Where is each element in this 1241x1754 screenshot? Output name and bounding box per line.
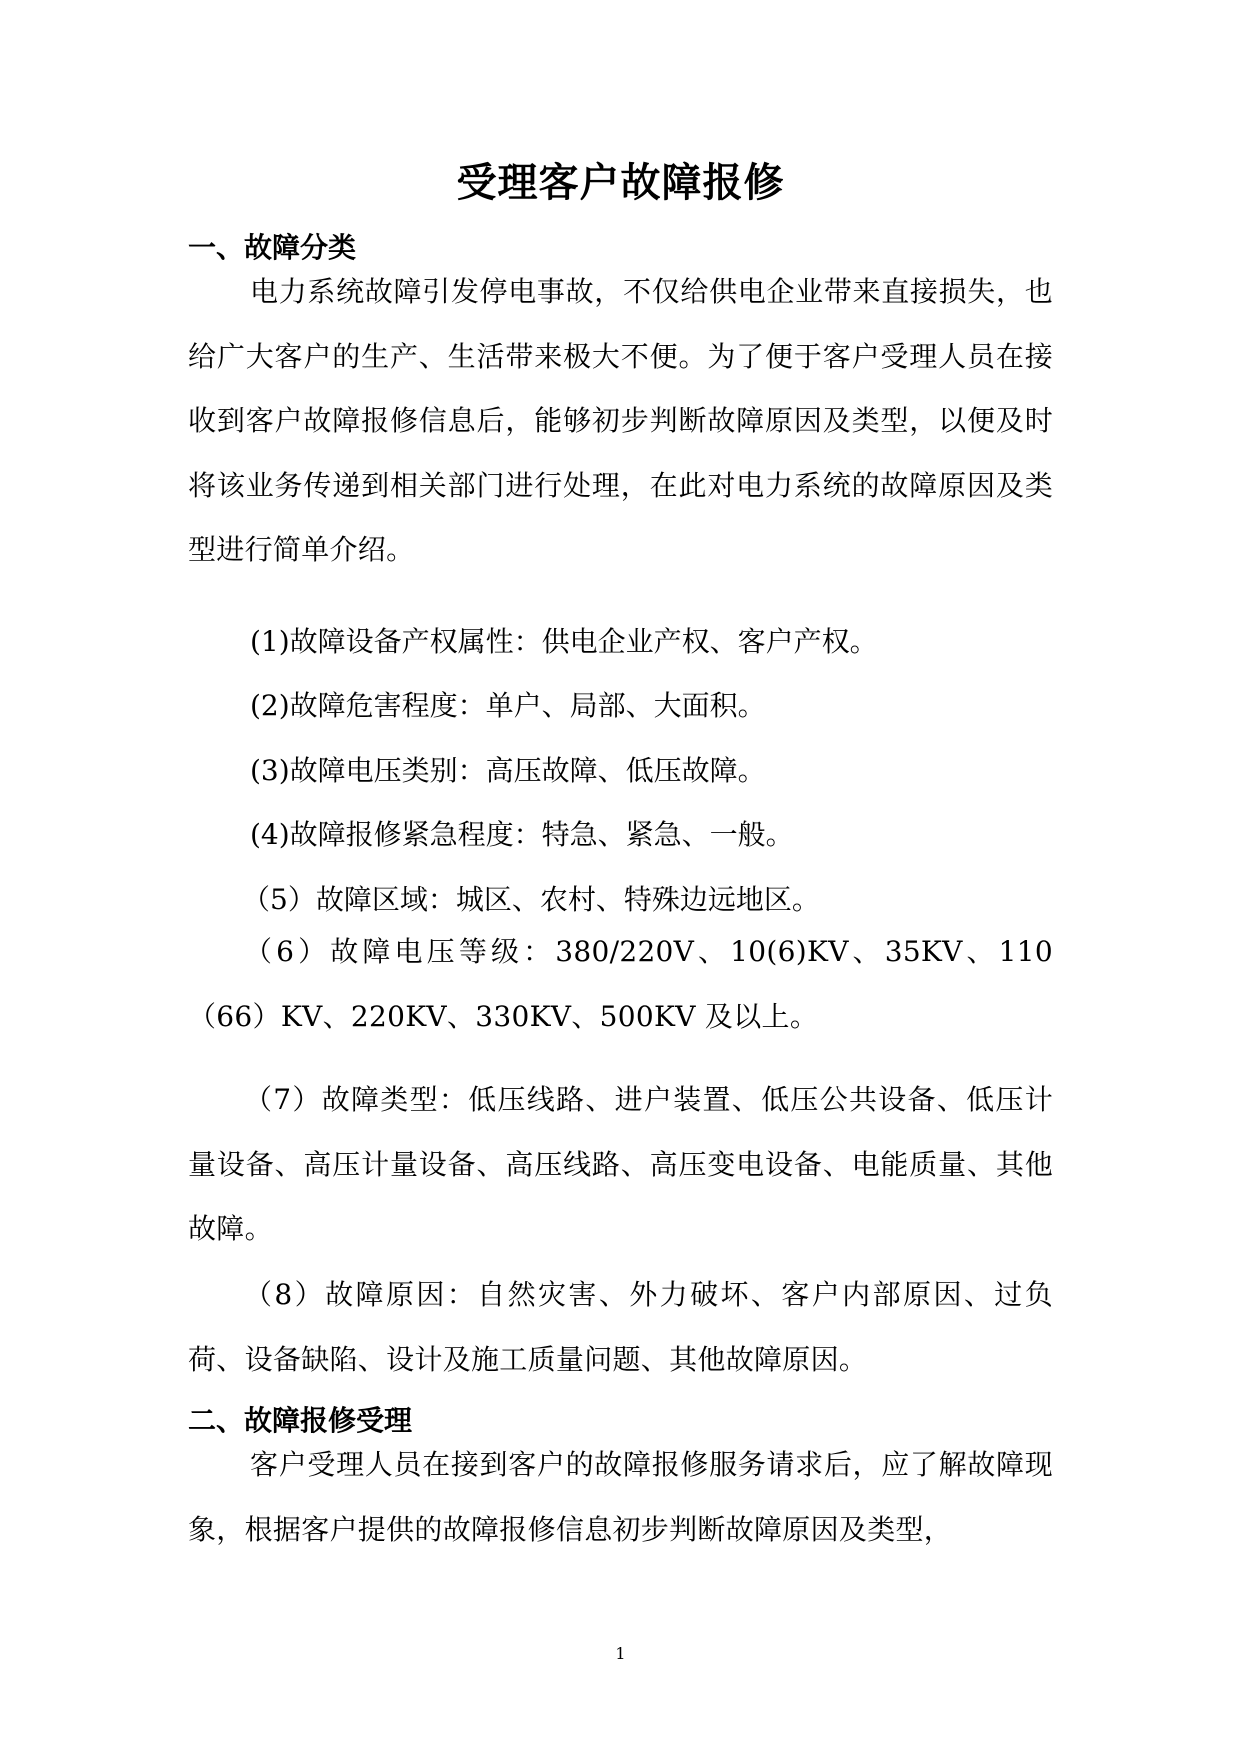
section-heading-repair-acceptance: 二、故障报修受理 — [188, 1404, 413, 1437]
document-title: 受理客户故障报修 — [456, 159, 785, 206]
section-intro-paragraph: 电力系统故障引发停电事故，不仅给供电企业带来直接损失，也给广大客户的生产、生活带来极大不便。为了便于客户受理人员在接收到客户故障报修信息后，能够初步判断故障原因及类型，以便及时将该业务传递到相关部门进行处理，在此对电力系统的故障原因及类型进行简单介绍。 — [188, 275, 1053, 566]
list-item-property-rights: (1)故障设备产权属性：供电企业产权、客户产权。 — [250, 625, 878, 658]
list-item-fault-cause: （8）故障原因：自然灾害、外力破坏、客户内部原因、过负荷、设备缺陷、设计及施工质量问题、其他故障原因。 — [188, 1278, 1053, 1376]
list-item-voltage-level: （6）故障电压等级：380/220V、10(6)KV、35KV、110（66）KV、220KV、330KV、500KV 及以上。 — [188, 935, 1053, 1033]
list-item-hazard-level: (2)故障危害程度：单户、局部、大面积。 — [250, 689, 766, 722]
list-item-region: （5）故障区域：城区、农村、特殊边远地区。 — [242, 883, 820, 916]
list-item-voltage-category: (3)故障电压类别：高压故障、低压故障。 — [250, 754, 766, 787]
list-item-urgency: (4)故障报修紧急程度：特急、紧急、一般。 — [250, 818, 794, 851]
list-item-fault-type: （7）故障类型：低压线路、进户装置、低压公共设备、低压计量设备、高压计量设备、高压线路、高压变电设备、电能质量、其他故障。 — [188, 1083, 1053, 1245]
section2-intro-paragraph: 客户受理人员在接到客户的故障报修服务请求后，应了解故障现象，根据客户提供的故障报修信息初步判断故障原因及类型， — [188, 1448, 1053, 1546]
page-number: 1 — [615, 1644, 626, 1663]
section-heading-fault-classification: 一、故障分类 — [188, 231, 357, 264]
